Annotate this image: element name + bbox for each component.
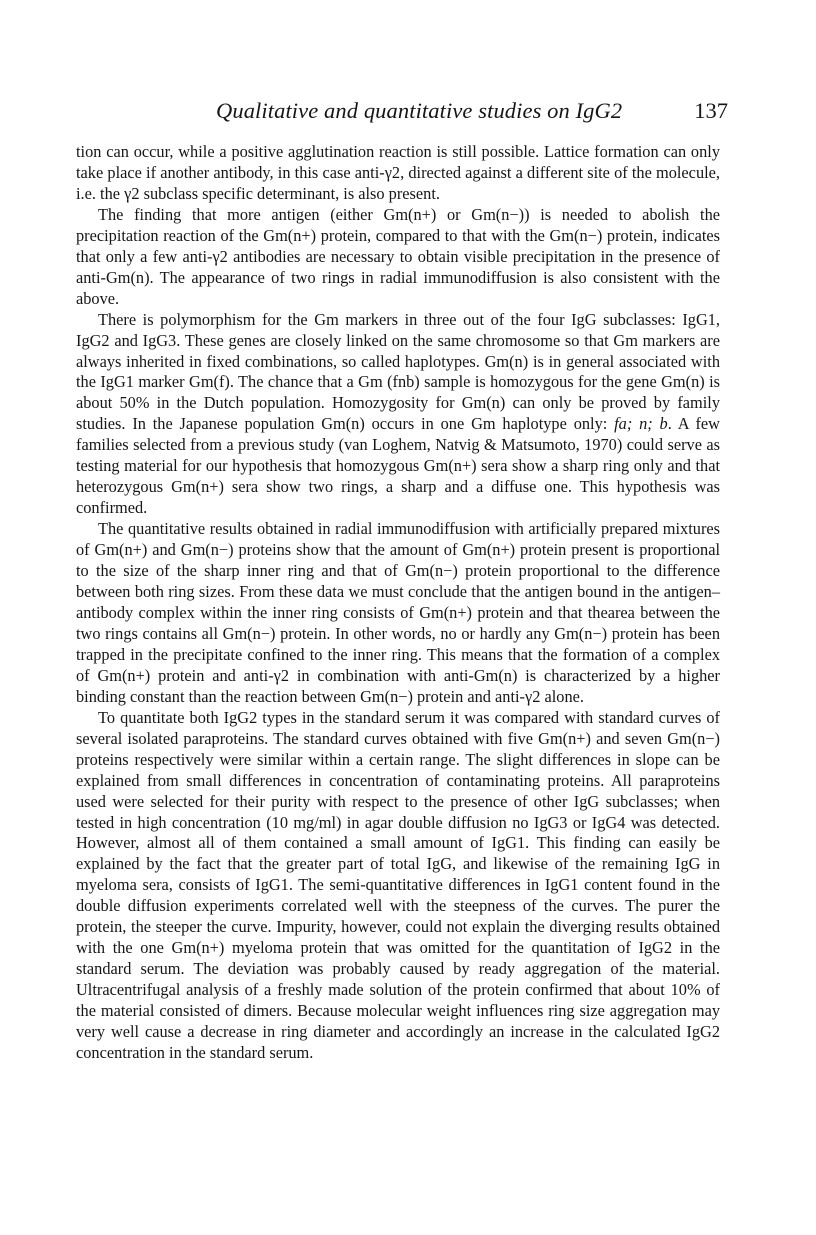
paragraph-continuation: tion can occur, while a positive agglutination reaction is still possible. Lattice formation can only take place if another antibody, in this case anti-γ2, directed against a different site of the molecule, i.e. the γ2 subclass specific determinant, is also present.	[76, 142, 720, 203]
paragraph-gm-polymorphism	[76, 310, 720, 520]
paragraph-text-after-haplotype: . A few families selected from a previous study (van Loghem, Natvig & Matsumoto, 1970) could serve as testing material for our hypothesis that homozygous Gm(n+) sera show a sharp ring only and that heterozygous Gm(n+) sera show two rings, a sharp and a diffuse one. This hypothesis was confirmed.	[76, 414, 720, 518]
paragraph-antigen-precipitation: The finding that more antigen (either Gm(n+) or Gm(n−)) is needed to abolish the precipitation reaction of the Gm(n+) protein, compared to that with the Gm(n−) protein, indicates that only a few anti-γ2 antibodies are necessary to obtain visible precipitation in the presence of anti-Gm(n). The appearance of two rings in radial immunodiffusion is also consistent with the above.	[76, 204, 720, 308]
paragraph-text-before-haplotype: There is polymorphism for the Gm markers in three out of the four IgG subclasses: IgG1, IgG2 and IgG3. These genes are closely linked on the same chromosome so that Gm markers are always inherited in fixed combinations, so called haplotypes. Gm(n) is in general associated with the IgG1 marker Gm(f). The chance that a Gm (fnb) sample is homozygous for the gene Gm(n) is about 50% in the Dutch population. Homozygosity for Gm(n) can only be proved by family studies. In the Japanese population Gm(n) occurs in one Gm haplotype only:	[76, 309, 720, 434]
running-header	[76, 98, 728, 134]
running-title: Qualitative and quantitative studies on IgG2	[216, 98, 623, 123]
page-number: 137	[694, 98, 728, 123]
journal-page	[76, 0, 728, 1064]
body-text	[76, 142, 720, 1064]
haplotype-italic-text: fa; n; b	[614, 414, 668, 434]
paragraph-quantitative-results: The quantitative results obtained in radial immunodiffusion with artificially prepared mixtures of Gm(n+) and Gm(n−) proteins show that the amount of Gm(n+) protein present is proportional to the size of the sharp inner ring and that of Gm(n−) protein proportional to the difference between both ring sizes. From these data we must conclude that the antigen bound in the antigen–antibody complex within the inner ring consists of Gm(n+) protein and that thearea between the two rings contains all Gm(n−) protein. In other words, no or hardly any Gm(n−) protein has been trapped in the precipitate confined to the inner ring. This means that the formation of a complex of Gm(n+) protein and anti-γ2 in combination with anti-Gm(n) is characterized by a higher binding constant than the reaction between Gm(n−) protein and anti-γ2 alone.	[76, 519, 720, 706]
paragraph-standard-curves: To quantitate both IgG2 types in the standard serum it was compared with standard curves of several isolated paraproteins. The standard curves obtained with five Gm(n+) and seven Gm(n−) proteins respectively were similar within a certain range. The slight differences in slope can be explained from small differences in concentration of contaminating proteins. All paraproteins used were selected for their purity with respect to the presence of other IgG subclasses; when tested in high concentration (10 mg/ml) in agar double diffusion no IgG3 or IgG4 was detected. However, almost all of them contained a small amount of IgG1. This finding can easily be explained by the fact that the greater part of total IgG, and likewise of the remaining IgG in myeloma sera, consists of IgG1. The semi-quantitative differences in IgG1 content found in the double diffusion experiments correlated well with the steepness of the curves. The purer the protein, the steeper the curve. Impurity, however, could not explain the diverging results obtained with the one Gm(n+) myeloma protein that was omitted for the quantitation of IgG2 in the standard serum. The deviation was probably caused by ready aggregation of the material. Ultracentrifugal analysis of a freshly made solution of the protein confirmed that about 10% of the material consisted of dimers. Because molecular weight influences ring size aggregation may very well cause a decrease in ring diameter and accordingly an increase in the calculated IgG2 concentration in the standard serum.	[76, 707, 720, 1062]
